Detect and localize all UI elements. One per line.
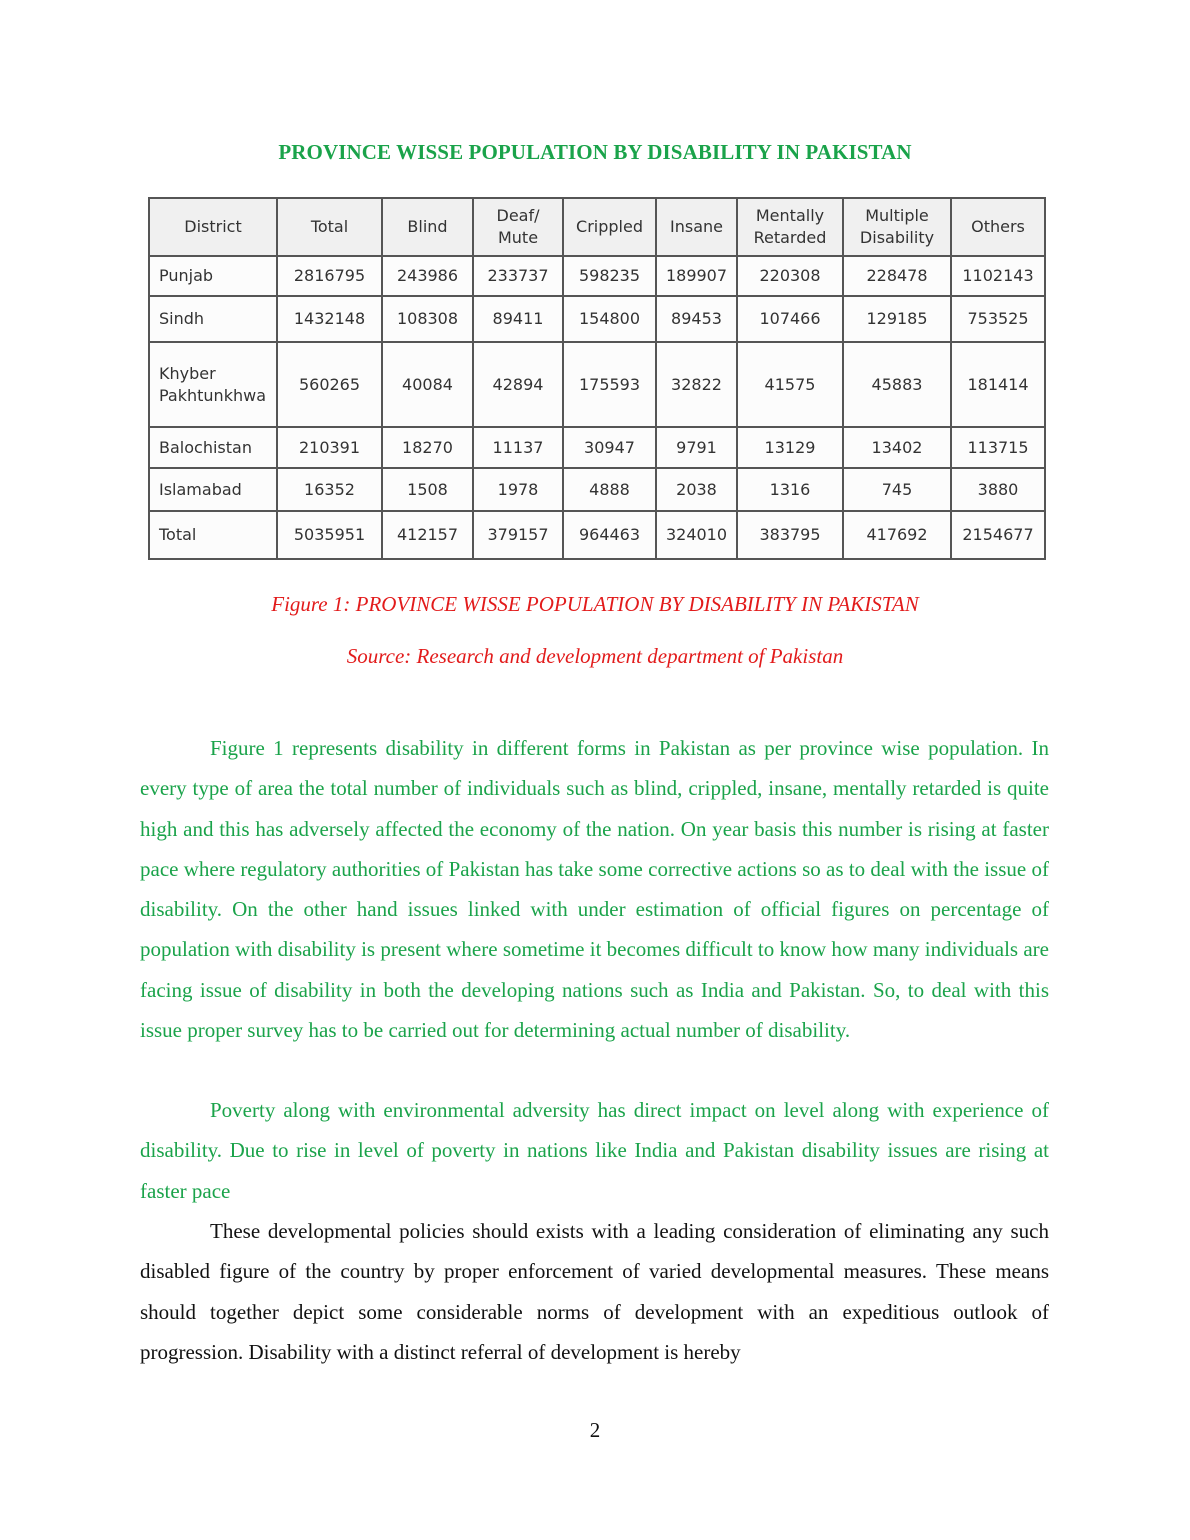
table-cell: 13402 — [843, 427, 951, 468]
table-cell: 113715 — [951, 427, 1045, 468]
table-cell: 11137 — [473, 427, 563, 468]
table-cell: 32822 — [656, 342, 737, 427]
table-cell: 5035951 — [277, 511, 382, 559]
table-cell: 233737 — [473, 256, 563, 296]
table-cell: 745 — [843, 468, 951, 511]
source-caption: Source: Research and development department of Pakistan — [346, 644, 844, 668]
table-cell: 243986 — [382, 256, 473, 296]
table-cell: 18270 — [382, 427, 473, 468]
table-cell: 560265 — [277, 342, 382, 427]
disability-table-figure — [148, 197, 1044, 558]
col-header-deaf-mute: Deaf/ Mute — [473, 198, 563, 256]
table-cell: 13129 — [737, 427, 843, 468]
paragraph-text: Poverty along with environmental adversity has direct impact on level along with experience of disability. Due to rise in level of poverty in nations like India and Pakistan disability issues are rising at faster pace — [140, 1098, 1049, 1203]
table-cell: 210391 — [277, 427, 382, 468]
page-number: 2 — [589, 1418, 601, 1442]
table-cell: 108308 — [382, 296, 473, 342]
table-total-row — [149, 511, 1045, 559]
col-header-insane: Insane — [656, 198, 737, 256]
table-cell: 220308 — [737, 256, 843, 296]
table-row — [149, 296, 1045, 342]
table-cell: 1102143 — [951, 256, 1045, 296]
table-cell: Punjab — [149, 256, 277, 296]
table-cell: 189907 — [656, 256, 737, 296]
table-cell: 383795 — [737, 511, 843, 559]
col-header-district: District — [149, 198, 277, 256]
col-header-mentally-retarded: Mentally Retarded — [737, 198, 843, 256]
table-cell: Total — [149, 511, 277, 559]
col-header-others: Others — [951, 198, 1045, 256]
table-cell: 1978 — [473, 468, 563, 511]
paragraph — [140, 1090, 1049, 1211]
table-row — [149, 468, 1045, 511]
table-cell: 89453 — [656, 296, 737, 342]
col-header-blind: Blind — [382, 198, 473, 256]
paragraph — [140, 1211, 1049, 1372]
table-cell: 107466 — [737, 296, 843, 342]
table-cell: 40084 — [382, 342, 473, 427]
table-cell: 175593 — [563, 342, 656, 427]
paragraph-text: Figure 1 represents disability in different forms in Pakistan as per province wise population. In every type of area the total number of individuals such as blind, crippled, insane, mentally retarded is quite high and this has adversely affected the economy of the nation. On year basis this number is rising at faster pace where regulatory authorities of Pakistan has take some corrective actions so as to deal with the issue of disability. On the other hand issues linked with under estimation of official figures on percentage of population with disability is present where sometime it becomes difficult to know how many individuals are facing issue of disability in both the developing nations such as India and Pakistan. So, to deal with this issue proper survey has to be carried out for determining actual number of disability. — [140, 736, 1049, 1043]
table-cell: 9791 — [656, 427, 737, 468]
table-cell: 324010 — [656, 511, 737, 559]
table-cell: 379157 — [473, 511, 563, 559]
table-row — [149, 342, 1045, 427]
table-cell: 1316 — [737, 468, 843, 511]
table-cell: 1432148 — [277, 296, 382, 342]
table-cell: 181414 — [951, 342, 1045, 427]
col-header-crippled: Crippled — [563, 198, 656, 256]
table-cell: 89411 — [473, 296, 563, 342]
table-cell: 45883 — [843, 342, 951, 427]
page-heading: PROVINCE WISSE POPULATION BY DISABILITY IN PAKISTAN — [278, 140, 912, 164]
table-cell: 2038 — [656, 468, 737, 511]
table-cell: 964463 — [563, 511, 656, 559]
table-cell: Balochistan — [149, 427, 277, 468]
table-cell: 2816795 — [277, 256, 382, 296]
table-cell: 16352 — [277, 468, 382, 511]
table-cell: 42894 — [473, 342, 563, 427]
table-cell: 4888 — [563, 468, 656, 511]
col-header-multiple-disability: Multiple Disability — [843, 198, 951, 256]
table-cell: 30947 — [563, 427, 656, 468]
table-cell: 3880 — [951, 468, 1045, 511]
table-cell: 598235 — [563, 256, 656, 296]
table-cell: Khyber Pakhtunkhwa — [149, 342, 277, 427]
col-header-total: Total — [277, 198, 382, 256]
paragraph-text: These developmental policies should exists with a leading consideration of eliminating any such disabled figure of the country by proper enforcement of varied developmental measures. These means should together depict some considerable norms of development with an expeditious outlook of progression. Disability with a distinct referral of development is hereby — [140, 1219, 1049, 1364]
table-cell: Sindh — [149, 296, 277, 342]
table-row — [149, 256, 1045, 296]
table-cell: 228478 — [843, 256, 951, 296]
paragraph — [140, 728, 1049, 1050]
table-cell: 154800 — [563, 296, 656, 342]
table-row — [149, 427, 1045, 468]
table-cell: 2154677 — [951, 511, 1045, 559]
table-header-row — [149, 198, 1045, 256]
table-cell: 129185 — [843, 296, 951, 342]
disability-table — [148, 197, 1046, 560]
table-cell: 41575 — [737, 342, 843, 427]
table-cell: 753525 — [951, 296, 1045, 342]
figure-caption: Figure 1: PROVINCE WISSE POPULATION BY DISABILITY IN PAKISTAN — [271, 592, 919, 616]
table-cell: Islamabad — [149, 468, 277, 511]
table-cell: 1508 — [382, 468, 473, 511]
table-cell: 412157 — [382, 511, 473, 559]
table-cell: 417692 — [843, 511, 951, 559]
